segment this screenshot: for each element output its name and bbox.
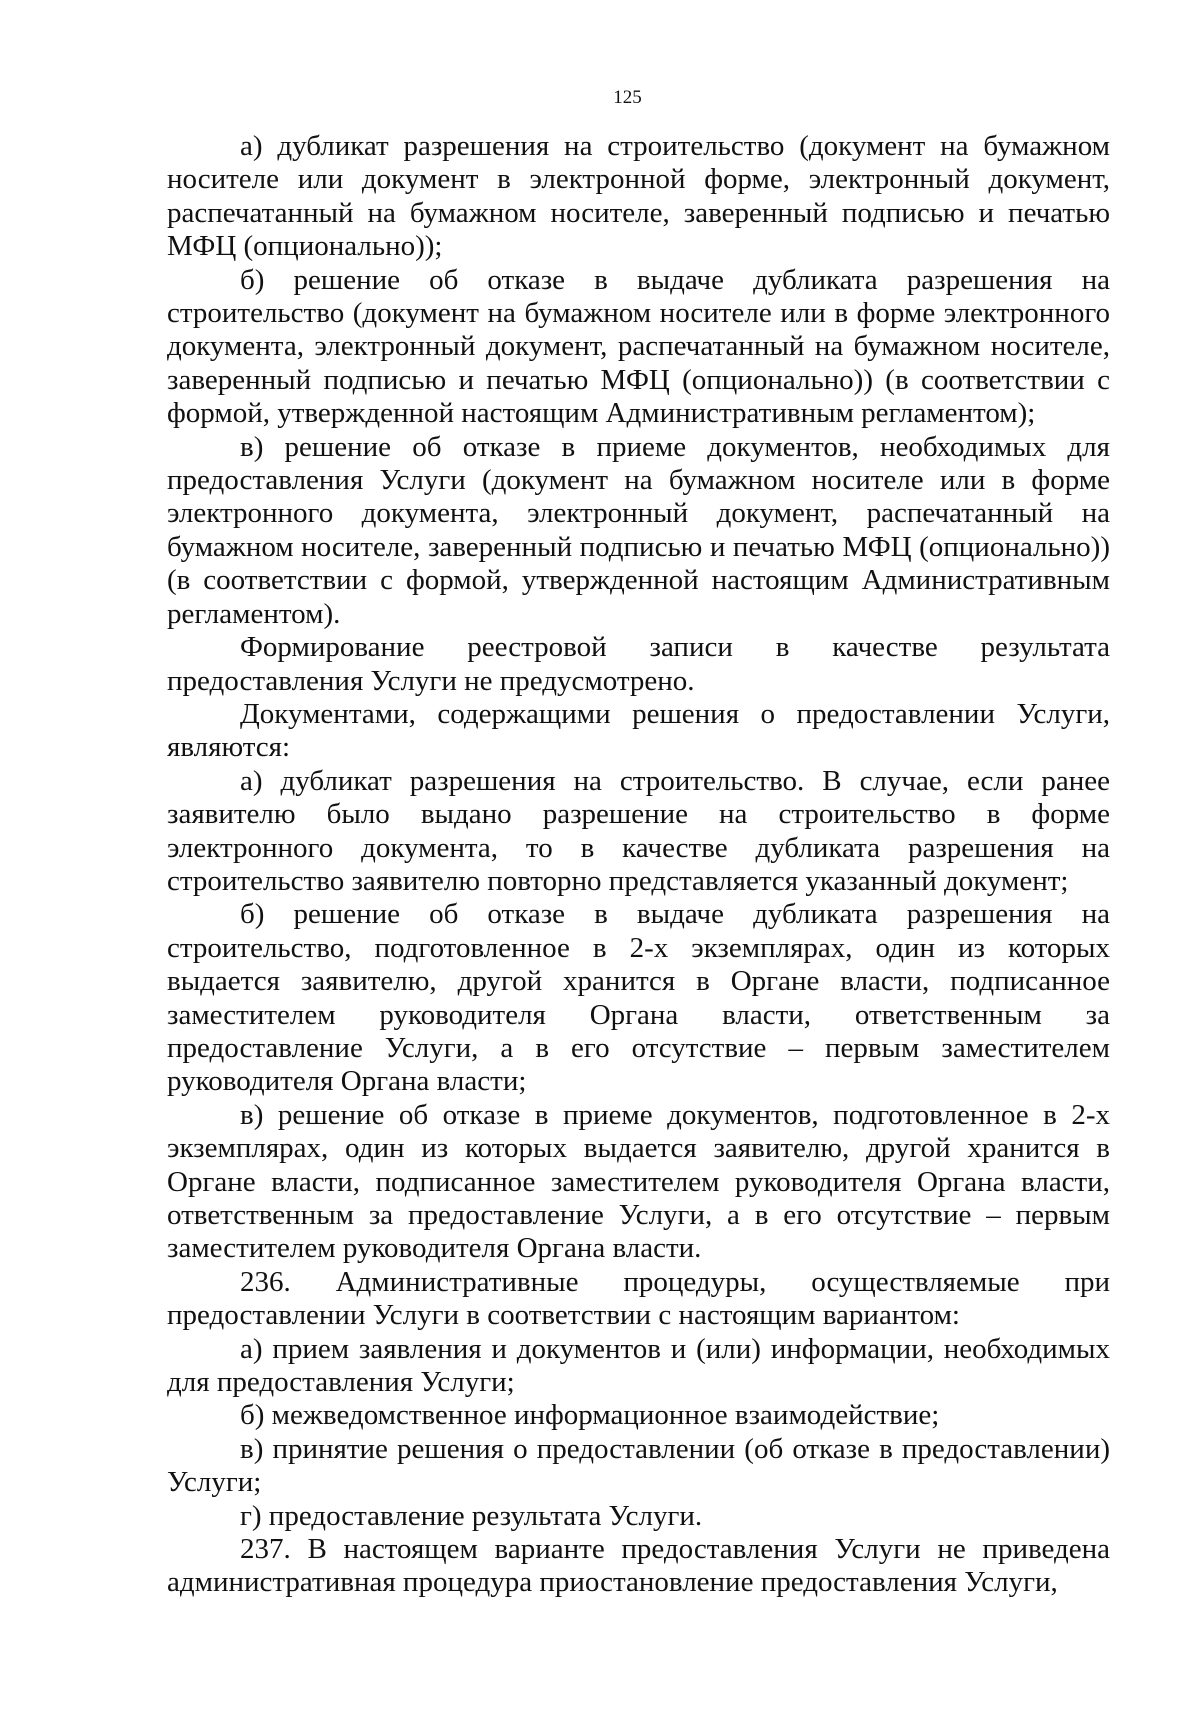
paragraph-decision-v: в) решение об отказе в приеме документов, подготовленное в 2-х экземплярах, один из которых выдается заявителю, другой хранится в Органе власти, подписанное заместителем руководителя Органа власти, ответственным за предоставление Услуги, а в его отсутствие – первым заместителем руководителя Органа власти. [167,1098,1110,1265]
paragraph-clause-236: 236. Административные процедуры, осуществляемые при предоставлении Услуги в соответствии с настоящим вариантом: [167,1265,1110,1332]
page-number: 125 [613,87,642,108]
paragraph-clause-237: 237. В настоящем варианте предоставления Услуги не приведена административная процедура приостановление предоставления Услуги, [167,1533,1110,1599]
paragraph-item-b-refusal-duplicate: б) решение об отказе в выдаче дубликата разрешения на строительство (документ на бумажном носителе или в форме электронного документа, электронный документ, распечатанный на бумажном носителе, заверенный подписью и печатью МФЦ (опционально)) (в соответствии с формой, утвержденной настоящим Административным регламентом); [167,263,1110,430]
paragraph-item-a-duplicate: а) дубликат разрешения на строительство (документ на бумажном носителе или документ в электронной форме, электронный документ, распечатанный на бумажном носителе, заверенный подписью и печатью МФЦ (опционально)); [167,130,1110,263]
paragraph-decision-documents: Документами, содержащими решения о предоставлении Услуги, являются: [167,697,1110,764]
paragraph-procedure-a: а) прием заявления и документов и (или) информации, необходимых для предоставления Услуги; [167,1332,1110,1399]
document-body [167,130,1110,1600]
paragraph-registry-record: Формирование реестровой записи в качестве результата предоставления Услуги не предусмотрено. [167,631,1110,697]
paragraph-item-v-refusal-documents: в) решение об отказе в приеме документов, необходимых для предоставления Услуги (документ на бумажном носителе или в форме электронного документа, электронный документ, распечатанный на бумажном носителе, заверенный подписью и печатью МФЦ (опционально)) (в соответствии с формой, утвержденной настоящим Административным регламентом). [167,430,1110,630]
paragraph-decision-b: б) решение об отказе в выдаче дубликата разрешения на строительство, подготовленное в 2-х экземплярах, один из которых выдается заявителю, другой хранится в Органе власти, подписанное заместителем руководителя Органа власти, ответственным за предоставление Услуги, а в его отсутствие – первым заместителем руководителя Органа власти; [167,898,1110,1098]
paragraph-procedure-v: в) принятие решения о предоставлении (об отказе в предоставлении) Услуги; [167,1432,1110,1499]
paragraph-procedure-g: г) предоставление результата Услуги. [240,1499,703,1532]
paragraph-decision-a: а) дубликат разрешения на строительство. В случае, если ранее заявителю было выдано разрешение на строительство в форме электронного документа, то в качестве дубликата разрешения на строительство заявителю повторно представляется указанный документ; [167,764,1110,897]
paragraph-procedure-b: б) межведомственное информационное взаимодействие; [240,1399,940,1432]
